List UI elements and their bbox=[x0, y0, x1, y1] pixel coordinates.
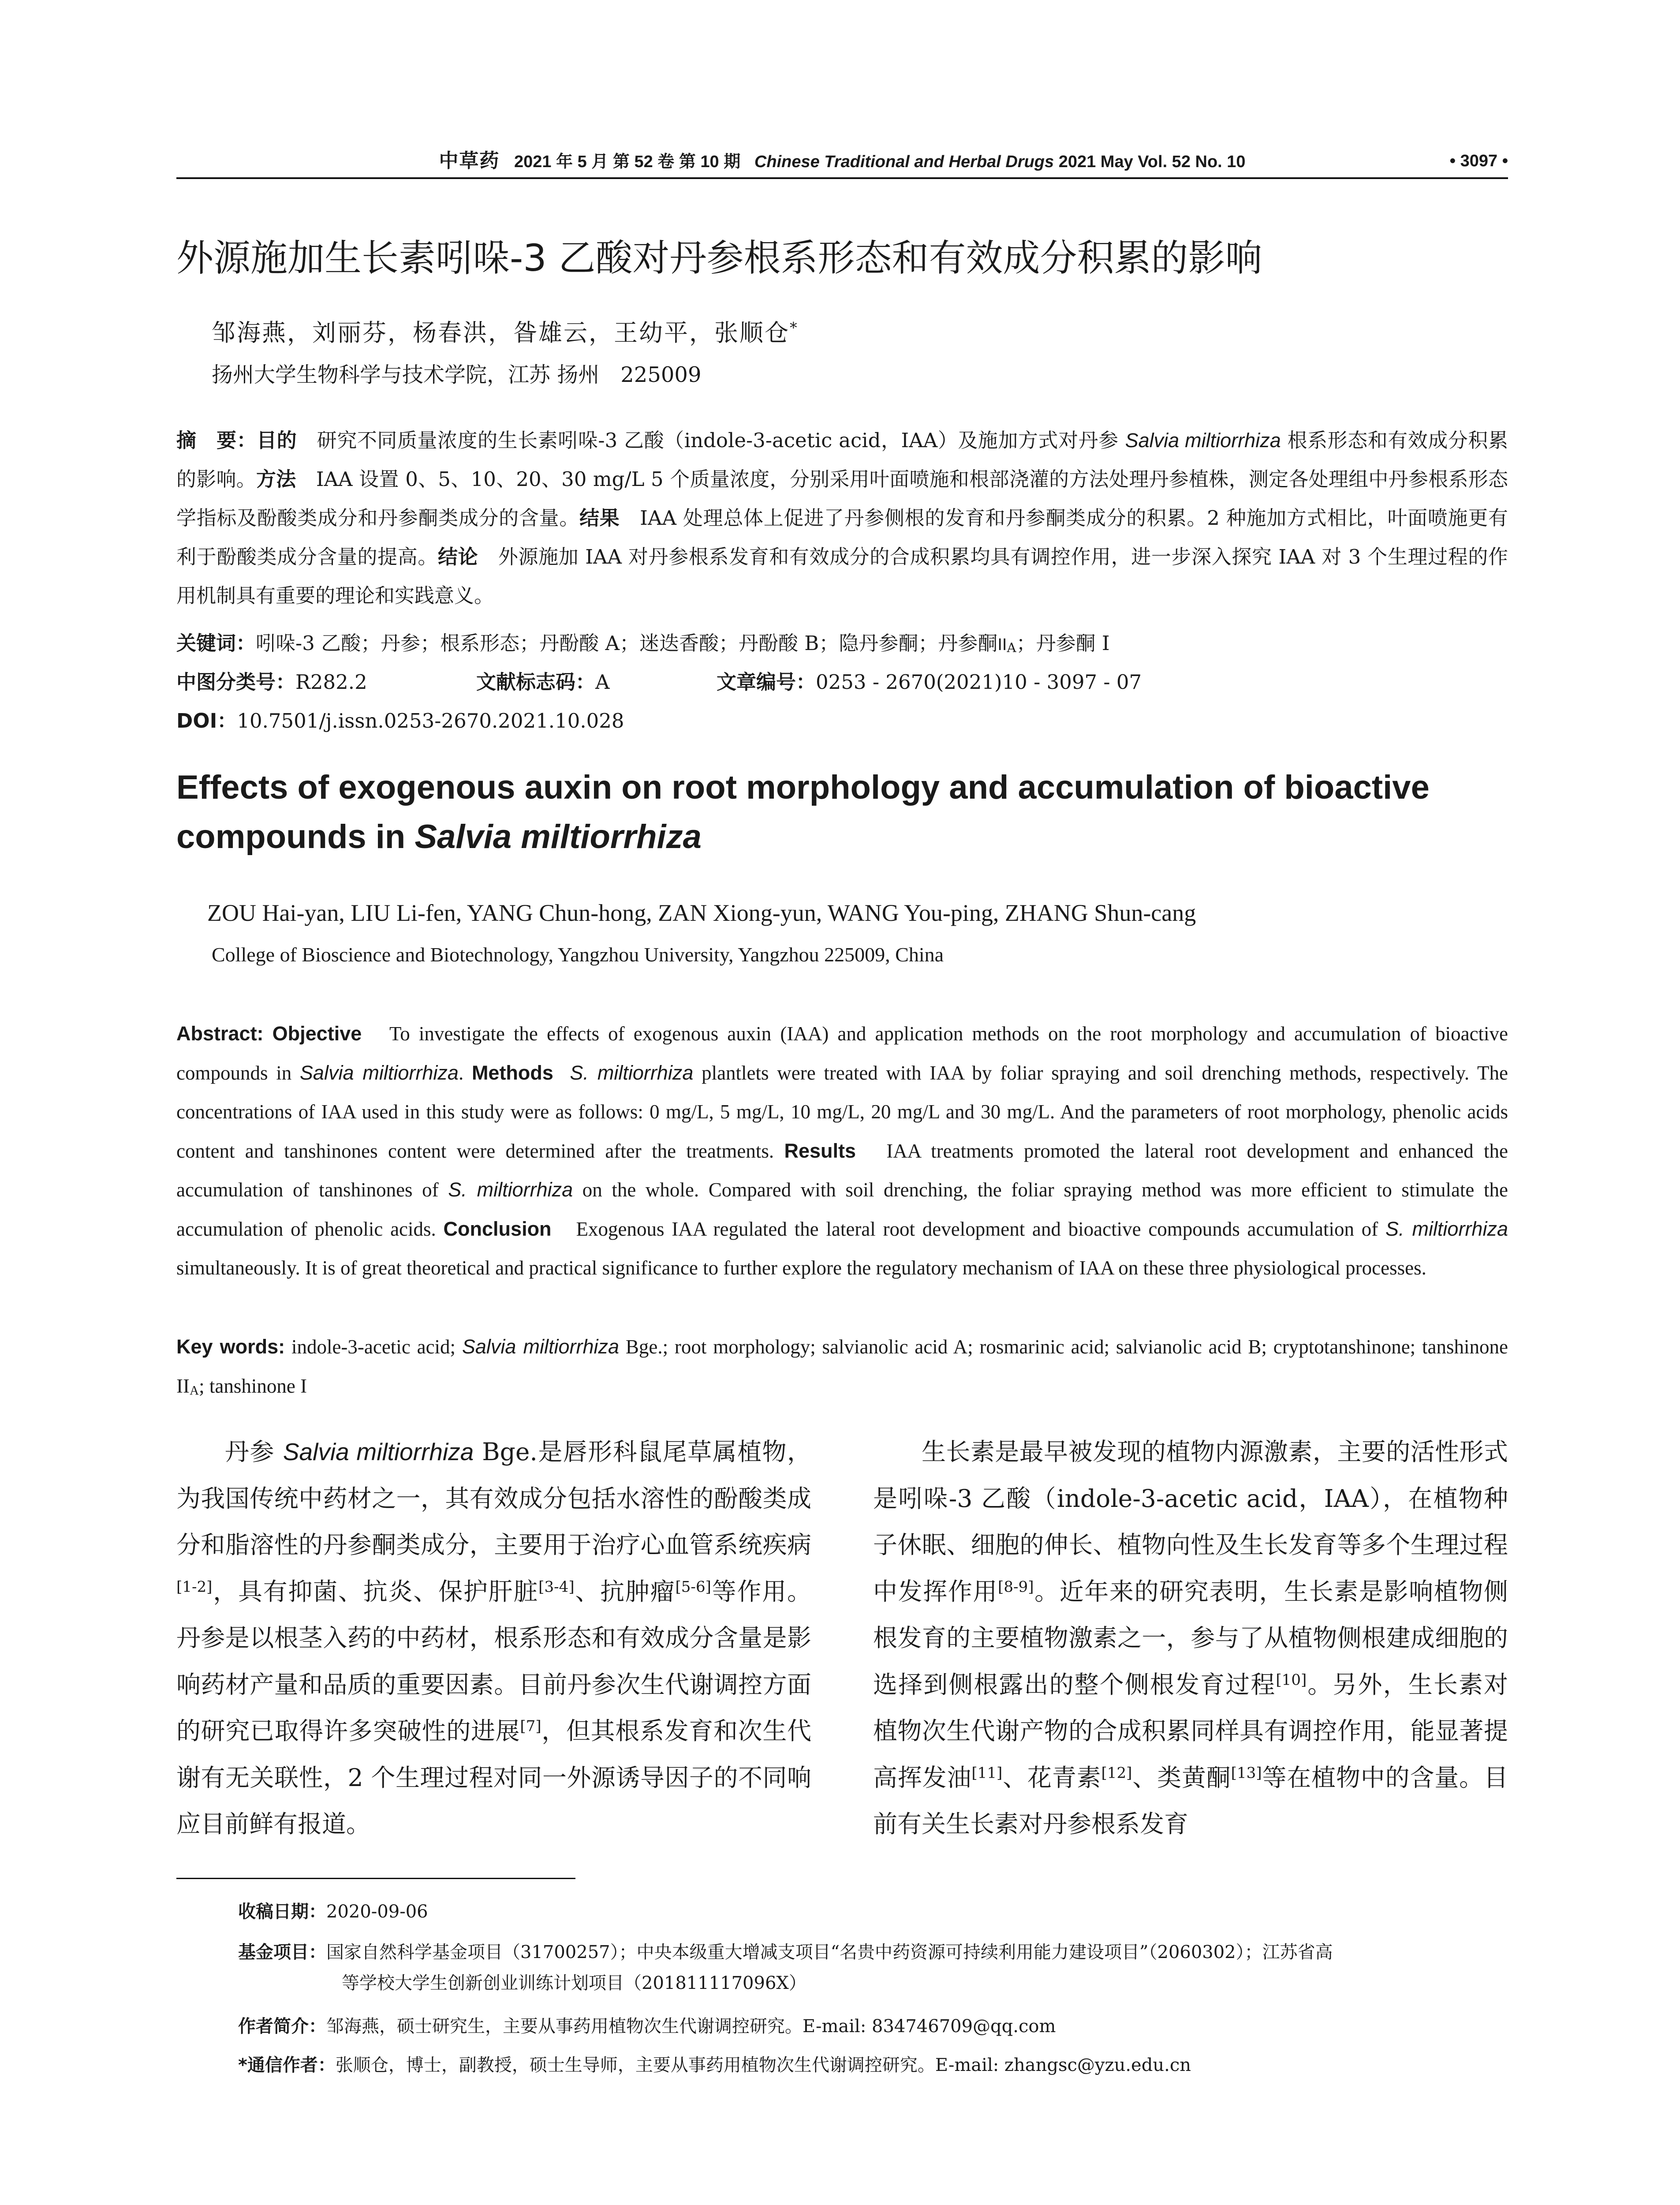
en-results-text: IAA treatments promoted the lateral root development and enhanced the accumulation of tanshinones of bbox=[176, 1140, 1508, 1201]
en-species-name: Salvia miltiorrhiza bbox=[299, 1061, 459, 1084]
en-results-label: Results bbox=[784, 1139, 856, 1162]
footnote-rule bbox=[176, 1878, 575, 1879]
received-label: 收稿日期： bbox=[238, 1902, 326, 1922]
citation-7[interactable]: [7] bbox=[520, 1717, 541, 1735]
fund-label: 基金项目： bbox=[238, 1942, 326, 1962]
en-methods-text: plantlets were treated with IAA by foliar spraying and soil drenching methods, respectively. The concentrations of IAA used in this study were as follows: 0 mg/L, 5 mg/L, 10 mg/L, 20 mg/L and 30 mg/L. And the parameters of root morphology, phenolic acids content and tanshinones content were determined after the treatments. bbox=[176, 1061, 1508, 1162]
fund-line2: 等学校大学生创新创业训练计划项目（201811117096X） bbox=[342, 1973, 806, 1993]
cn-objective-text: 研究不同质量浓度的生长素吲哚-3 乙酸（indole-3-acetic acid，IAA）及施加方式对丹参 bbox=[297, 429, 1119, 452]
en-methods-label: Methods bbox=[471, 1061, 553, 1084]
citation-5-6[interactable]: [5-6] bbox=[675, 1577, 711, 1596]
fund-line1: 国家自然科学基金项目（31700257）；中央本级重大增减支项目“名贵中药资源可持续利用能力建设项目”（2060302）；江苏省高 bbox=[326, 1942, 1333, 1962]
en-species-short-3: S. miltiorrhiza bbox=[1385, 1217, 1508, 1240]
en-conclusion-text: Exogenous IAA regulated the lateral root development and bioactive compounds accumulation of bbox=[551, 1218, 1385, 1240]
cn-abstract-label: 摘 要： bbox=[176, 429, 257, 452]
cn-conclusion-text: 外源施加 IAA 对丹参根系发育和有效成分的合成积累均具有调控作用，进一步深入探究 IAA 对 3 个生理过程的作用机制具有重要的理论和实践意义。 bbox=[176, 545, 1508, 607]
issue-en: 2021 May Vol. 52 No. 10 bbox=[1058, 153, 1246, 171]
body-column-left bbox=[176, 1429, 811, 1848]
footnote-corresponding bbox=[238, 2050, 1517, 2081]
clc-label: 中图分类号： bbox=[176, 670, 296, 694]
cn-results-text: IAA 处理总体上促进了丹参侧根的发育和丹参酮类成分的积累。2 种施加方式相比，叶面喷施更有利于酚酸类成分含量的提高。 bbox=[176, 506, 1508, 568]
cn-abstract bbox=[176, 421, 1508, 615]
cn-methods-label: 方法 bbox=[256, 467, 296, 491]
citation-3-4[interactable]: [3-4] bbox=[538, 1577, 575, 1596]
cn-objective-label: 目的 bbox=[257, 429, 297, 452]
en-keywords-text2: Bge.; root morphology; salvianolic acid A; rosmarinic acid; salvianolic acid B; cryptotanshinone; tanshinone II bbox=[176, 1336, 1508, 1397]
body-left-6: ，但其根系发育和次生代谢有无关联性，2 个生理过程对同一外源诱导因子的不同响应目前鲜有报道。 bbox=[176, 1717, 811, 1838]
body-left-3: ，具有抑菌、抗炎、保护肝脏 bbox=[212, 1577, 539, 1606]
body-right-2: 。近年来的研究表明，生长素是影响植物侧根发育的主要植物激素之一，参与了从植物侧根建成细胞的选择到侧根露出的整个侧根发育过程 bbox=[873, 1577, 1508, 1699]
body-column-right bbox=[873, 1429, 1508, 1848]
cn-keywords-text: 吲哚-3 乙酸；丹参；根系形态；丹酚酸 A；迷迭香酸；丹酚酸 B；隐丹参酮；丹参酮 bbox=[256, 632, 998, 655]
footnote-fund bbox=[238, 1937, 1517, 1999]
footnote-received bbox=[238, 1896, 1517, 1927]
cn-keywords-tail: ；丹参酮 I bbox=[1016, 632, 1110, 655]
doi-line bbox=[176, 702, 1508, 740]
en-keywords-tail: ; tanshinone I bbox=[199, 1375, 307, 1397]
issue-cn: 2021 年 5 月 第 52 卷 第 10 期 bbox=[514, 153, 741, 171]
body-right-3: 。另外，生长素对植物次生代谢产物的合成积累同样具有调控作用，能显著提高挥发油 bbox=[873, 1670, 1508, 1792]
en-species-short-1: S. miltiorrhiza bbox=[570, 1061, 694, 1084]
cn-objective-text2: 根系形态和有效成分积累的影响。 bbox=[176, 429, 1508, 491]
journal-name-en: Chinese Traditional and Herbal Drugs bbox=[754, 153, 1054, 171]
body-right-6: 等在植物中的含量。目前有关生长素对丹参根系发育 bbox=[873, 1763, 1508, 1838]
citation-11[interactable]: [11] bbox=[971, 1764, 1003, 1782]
footnote-author bbox=[238, 2011, 1517, 2042]
en-conclusion-text2: simultaneously. It is of great theoretical and practical significance to further explore the regulatory mechanism of IAA on these three physiological processes. bbox=[176, 1257, 1426, 1279]
citation-10[interactable]: [10] bbox=[1276, 1671, 1307, 1689]
cn-keywords bbox=[176, 624, 1508, 664]
journal-logo-cn: 中草药 bbox=[439, 149, 500, 172]
en-results-text2: on the whole. Compared with soil drenching, the foliar spraying method was more efficient to stimulate the accumulation of phenolic acids. bbox=[176, 1179, 1508, 1240]
cn-classification-row bbox=[176, 663, 1508, 702]
clc-value: R282.2 bbox=[295, 670, 367, 694]
cn-title: 外源施加生长素吲哚-3 乙酸对丹参根系形态和有效成分积累的影响 bbox=[176, 236, 1262, 280]
cn-keywords-sub: A bbox=[1007, 640, 1016, 655]
en-title bbox=[176, 763, 1521, 862]
en-abstract bbox=[176, 1014, 1508, 1288]
doi-value: 10.7501/j.issn.0253-2670.2021.10.028 bbox=[237, 709, 624, 733]
en-keywords-label: Key words: bbox=[176, 1335, 285, 1358]
cn-methods-text: IAA 设置 0、5、10、20、30 mg/L 5 个质量浓度，分别采用叶面喷施和根部浇灌的方法处理丹参植株，测定各处理组中丹参根系形态学指标及酚酸类成分和丹参酮类成分的含量。 bbox=[176, 467, 1508, 530]
author-value: 邹海燕，硕士研究生，主要从事药用植物次生代谢调控研究。E-mail: 834746709@qq.com bbox=[326, 2016, 1056, 2037]
citation-12[interactable]: [12] bbox=[1101, 1764, 1132, 1782]
en-keywords-text1: indole-3-acetic acid; bbox=[285, 1336, 462, 1358]
en-abstract-label: Abstract: bbox=[176, 1022, 264, 1045]
corresponding-mark: * bbox=[790, 319, 799, 336]
en-species-short-2: S. miltiorrhiza bbox=[448, 1178, 573, 1201]
cn-keywords-roman: II bbox=[997, 635, 1007, 654]
clc-number bbox=[176, 663, 367, 702]
body-left-2: Bge.是唇形科鼠尾草属植物，为我国传统中药材之一，其有效成分包括水溶性的酚酸类成分和脂溶性的丹参酮类成分，主要用于治疗心血管系统疾病 bbox=[176, 1438, 812, 1559]
cn-keywords-label: 关键词： bbox=[176, 632, 256, 655]
en-affiliation: College of Bioscience and Biotechnology, Yangzhou University, Yangzhou 225009, China bbox=[212, 943, 944, 966]
body-left-5: 等作用。丹参是以根茎入药的中药材，根系形态和有效成分含量是影响药材产量和品质的重要因素。目前丹参次生代谢调控方面的研究已取得许多突破性的进展 bbox=[176, 1577, 811, 1745]
body-species: Salvia miltiorrhiza bbox=[283, 1438, 474, 1465]
header-rule bbox=[176, 177, 1508, 179]
art-value: 0253 - 2670(2021)10 - 3097 - 07 bbox=[816, 670, 1142, 694]
doc-value: A bbox=[595, 670, 610, 694]
corr-label: *通信作者： bbox=[238, 2055, 336, 2075]
en-period: . bbox=[458, 1061, 464, 1084]
cn-authors bbox=[212, 315, 799, 351]
doc-label: 文献标志码： bbox=[476, 670, 596, 694]
body-left-1: 丹参 bbox=[225, 1438, 283, 1466]
en-objective-text: To investigate the effects of exogenous auxin (IAA) and application methods on the root morphology and accumulation of bioactive compounds in bbox=[176, 1023, 1508, 1084]
citation-13[interactable]: [13] bbox=[1231, 1764, 1262, 1782]
art-label: 文章编号： bbox=[717, 670, 816, 694]
article-number bbox=[717, 663, 1142, 702]
cn-conclusion-label: 结论 bbox=[438, 545, 478, 568]
en-objective-label: Objective bbox=[272, 1022, 362, 1045]
cn-affiliation: 扬州大学生物科学与技术学院，江苏 扬州 225009 bbox=[212, 363, 702, 387]
en-conclusion-label: Conclusion bbox=[443, 1217, 552, 1240]
doc-code bbox=[476, 663, 610, 702]
cn-results-label: 结果 bbox=[579, 506, 620, 530]
citation-8-9[interactable]: [8-9] bbox=[998, 1577, 1034, 1596]
received-value: 2020-09-06 bbox=[326, 1902, 428, 1922]
page-number: • 3097 • bbox=[1449, 152, 1508, 170]
body-right-1: 生长素是最早被发现的植物内源激素，主要的活性形式是吲哚-3 乙酸（indole-3-acetic acid，IAA），在植物种子休眠、细胞的伸长、植物向性及生长发育等多个生理过程中发挥作用 bbox=[873, 1438, 1508, 1606]
en-keywords-species: Salvia miltiorrhiza bbox=[462, 1335, 620, 1358]
en-keywords bbox=[176, 1327, 1508, 1405]
citation-1-2[interactable]: [1-2] bbox=[176, 1577, 213, 1596]
cn-author-list: 邹海燕，刘丽芬，杨春洪，昝雄云，王幼平，张顺仓 bbox=[212, 319, 790, 347]
running-header bbox=[176, 146, 1508, 176]
running-header-center bbox=[176, 146, 1508, 177]
en-title-species: Salvia miltiorrhiza bbox=[414, 818, 702, 856]
body-left-4: 、抗肿瘤 bbox=[574, 1577, 676, 1606]
en-title-text: Effects of exogenous auxin on root morphology and accumulation of bioactive compounds in bbox=[176, 769, 1430, 856]
body-right-4: 、花青素 bbox=[1002, 1763, 1101, 1792]
body-right-5: 、类黄酮 bbox=[1132, 1763, 1231, 1792]
author-label: 作者简介： bbox=[238, 2016, 326, 2037]
corr-value: 张顺仓，博士，副教授，硕士生导师，主要从事药用植物次生代谢调控研究。E-mail: zhangsc@yzu.edu.cn bbox=[335, 2055, 1191, 2075]
en-authors: ZOU Hai-yan, LIU Li-fen, YANG Chun-hong, ZAN Xiong-yun, WANG You-ping, ZHANG Shun-cang bbox=[207, 900, 1196, 926]
en-keywords-sub: A bbox=[189, 1383, 199, 1398]
doi-label: DOI： bbox=[176, 709, 237, 733]
cn-species-name: Salvia miltiorrhiza bbox=[1125, 429, 1281, 452]
